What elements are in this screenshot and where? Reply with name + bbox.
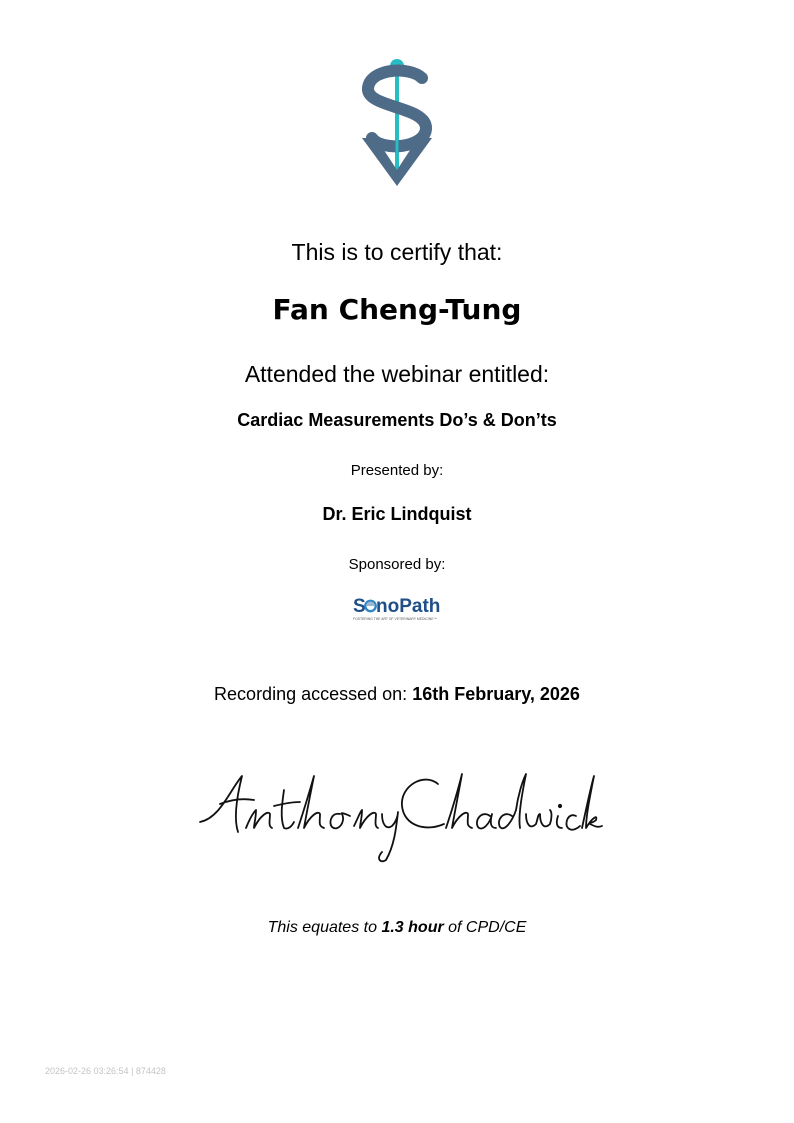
cpd-hours: 1.3 hour <box>381 919 444 936</box>
signature-image <box>190 760 604 870</box>
recording-accessed-line <box>0 682 794 706</box>
sonopath-logo-icon <box>350 593 444 623</box>
sponsored-by-label: Sponsored by: <box>348 556 446 573</box>
sponsor-name-prefix: S <box>353 596 366 617</box>
generation-stamp: 2026-02-26 03:26:54 | 874428 <box>45 1066 166 1076</box>
cpd-suffix: of CPD/CE <box>448 919 527 936</box>
webinar-title: Cardiac Measurements Do’s & Don’ts <box>237 410 557 430</box>
cpd-prefix: This equates to <box>267 919 377 936</box>
sponsor-logo <box>350 593 444 623</box>
caduceus-icon <box>352 58 442 190</box>
sponsor-tagline: FOSTERING THE ART OF VETERINARY MEDICINE™ <box>353 617 437 621</box>
recipient-name: Fan Cheng-Tung <box>272 293 522 326</box>
accessed-label: Recording accessed on: <box>214 684 408 704</box>
certify-heading: This is to certify that: <box>291 239 503 265</box>
sponsor-name-suffix: noPath <box>376 596 441 617</box>
accessed-date: 16th February, 2026 <box>412 684 580 704</box>
attended-heading: Attended the webinar entitled: <box>244 361 550 387</box>
veterinary-logo <box>352 58 442 190</box>
cpd-statement <box>0 917 794 938</box>
presenter-name: Dr. Eric Lindquist <box>322 504 472 524</box>
presented-by-label: Presented by: <box>350 462 444 479</box>
